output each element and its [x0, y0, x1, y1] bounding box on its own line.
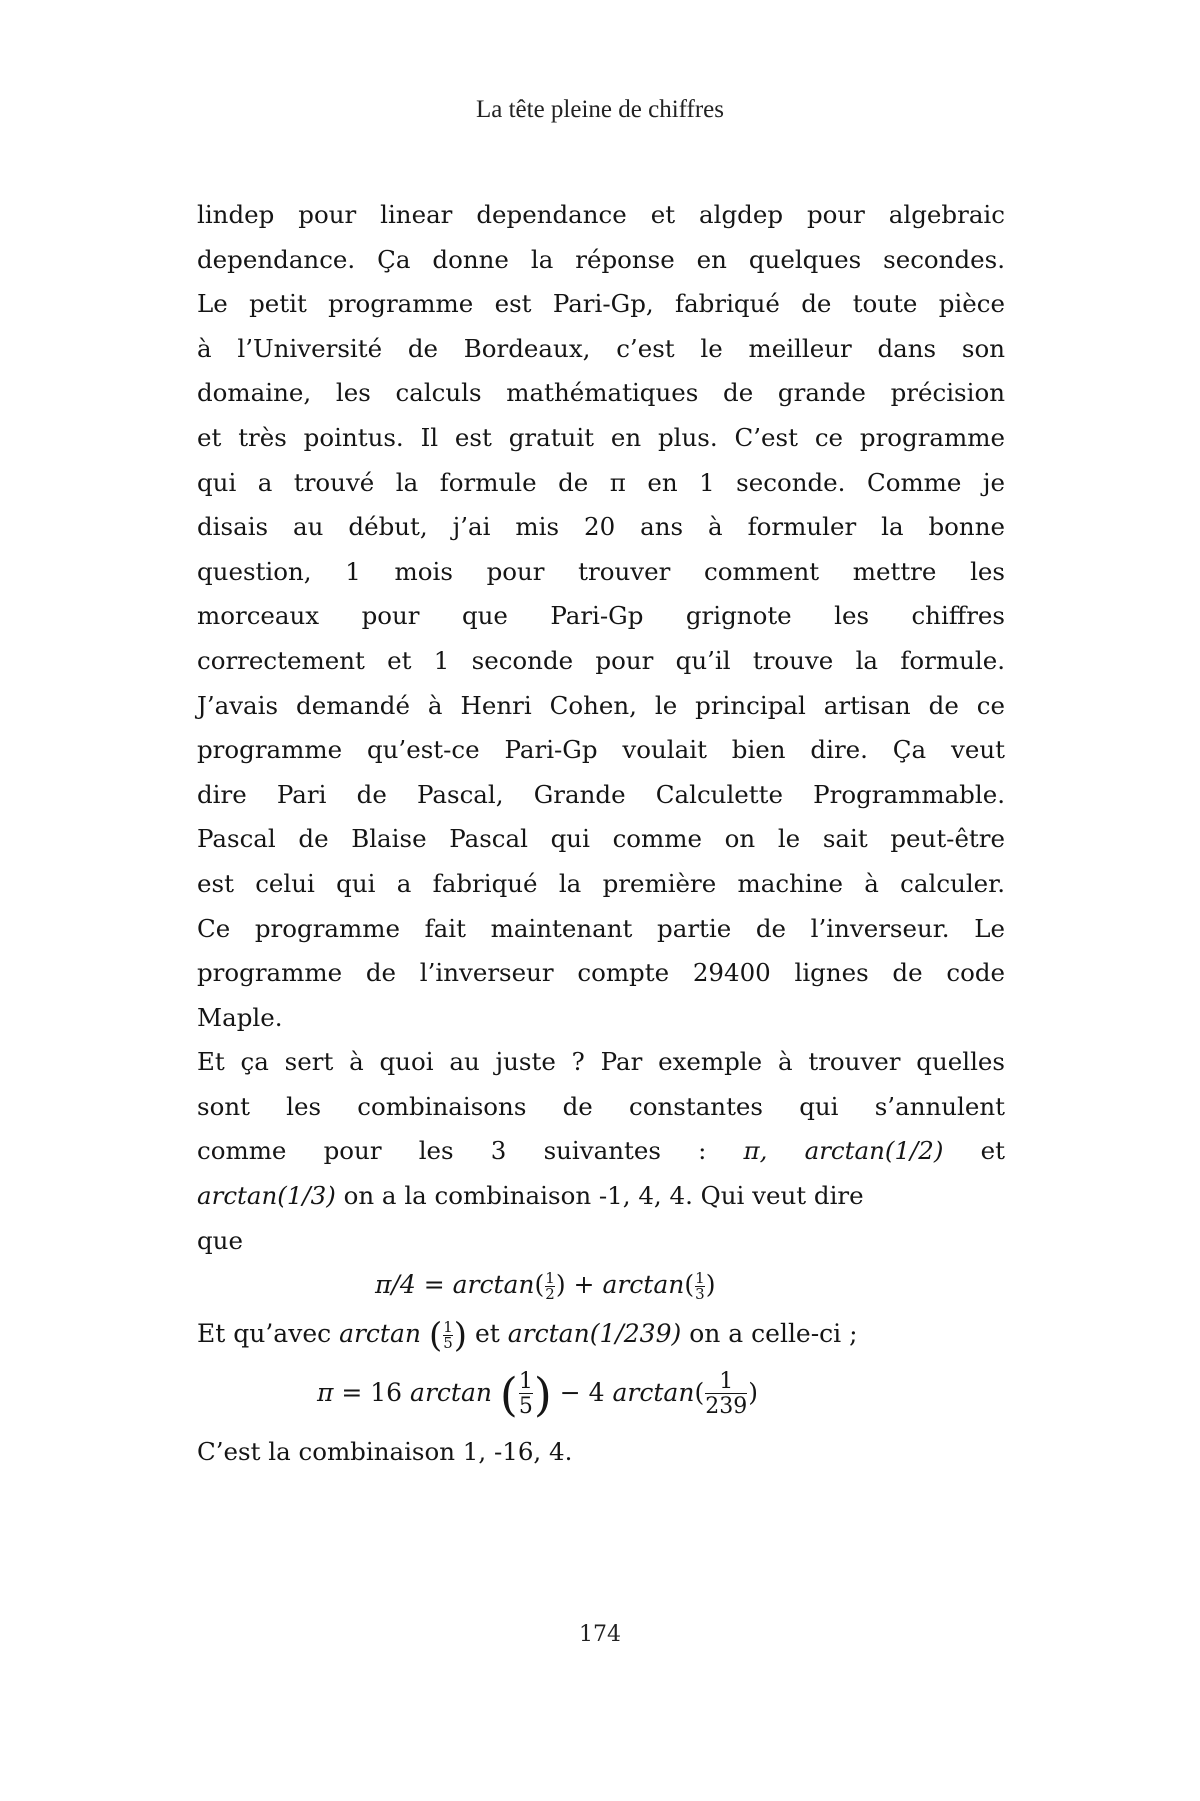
text-line-with-math: Et qu’avec arctan ( $\frac{1}{5}$ ) et arctan(1/239) on a celle-ci ;	[197, 1315, 858, 1356]
text-line: programme qu’est-ce Pari-Gp voulait bien dire. Ça veut	[197, 735, 1005, 765]
text-line: dependance. Ça donne la réponse en quelques secondes.	[197, 244, 1005, 274]
math-arctan-half: arctan(1/2)	[804, 1136, 944, 1166]
body-text	[197, 193, 1005, 1475]
text-line: dire Pari de Pascal, Grande Calculette Programmable.	[197, 779, 1005, 809]
text-line: Et ça sert à quoi au juste ? Par exemple à trouver quelles	[197, 1047, 1005, 1077]
paragraph-1	[197, 193, 1005, 996]
fraction: $\frac{1}{5}$	[443, 1317, 453, 1352]
text-line: Maple.	[197, 1002, 283, 1032]
text-line: J’avais demandé à Henri Cohen, le principal artisan de ce	[197, 690, 1005, 720]
text-fragment: comme pour les 3 suivantes :	[197, 1136, 707, 1166]
text-line: que	[197, 1225, 243, 1255]
text-line: Ce programme fait maintenant partie de l’inverseur. Le	[197, 913, 1005, 943]
equation-2: π = 16 arctan ( $\frac{1}{5}$ ) − 4 arctan( $\frac{1}{239}$ )	[317, 1367, 758, 1422]
minus-sign: − 4	[551, 1378, 613, 1408]
text-line: question, 1 mois pour trouver comment mettre les	[197, 556, 1005, 586]
math-pi: π,	[743, 1136, 768, 1166]
fraction: $\frac{1}{3}$	[695, 1269, 705, 1304]
fraction: $\frac{1}{2}$	[545, 1269, 555, 1304]
equation-lhs: π/4 =	[375, 1270, 453, 1300]
text-line: Pascal de Blaise Pascal qui comme on le sait peut-être	[197, 824, 1005, 854]
text-line: lindep pour linear dependance et algdep pour algebraic	[197, 200, 1005, 229]
text-fragment: on a la combinaison -1, 4, 4. Qui veut dire	[335, 1181, 864, 1211]
text-line: domaine, les calculs mathématiques de grande précision	[197, 378, 1005, 408]
text-line: correctement et 1 seconde pour qu’il trouve la formule.	[197, 645, 1005, 675]
fraction: $\frac{1}{239}$	[705, 1369, 748, 1420]
text-line: est celui qui a fabriqué la première machine à calculer.	[197, 868, 1005, 898]
text-line: à l’Université de Bordeaux, c’est le meilleur dans son	[197, 333, 1005, 363]
text-line: et très pointus. Il est gratuit en plus. C’est ce programme	[197, 422, 1005, 452]
math-arctan-third: arctan(1/3)	[197, 1181, 336, 1211]
text-fragment: et	[980, 1136, 1005, 1166]
function-name: arctan	[339, 1318, 421, 1348]
math-arctan-1-239: arctan(1/239)	[507, 1318, 682, 1348]
function-name: arctan	[602, 1270, 685, 1300]
text-line: disais au début, j’ai mis 20 ans à formuler la bonne	[197, 512, 1005, 542]
text-line	[197, 1129, 1005, 1174]
function-name: arctan	[410, 1378, 492, 1408]
page-number: 174	[579, 1622, 621, 1647]
text-line: C’est la combinaison 1, -16, 4.	[197, 1437, 573, 1467]
text-line: Le petit programme est Pari-Gp, fabriqué de toute pièce	[197, 289, 1005, 319]
plus-sign: +	[565, 1270, 603, 1300]
running-title: La tête pleine de chiffres	[475, 96, 725, 123]
equation-1: π/4 = arctan( $\frac{1}{2}$ ) + arctan( $\frac{1}{3}$ )	[375, 1269, 716, 1304]
function-name: arctan	[452, 1270, 535, 1300]
text-line: morceaux pour que Pari-Gp grignote les chiffres	[197, 601, 1005, 631]
text-line: programme de l’inverseur compte 29400 lignes de code	[197, 958, 1005, 988]
text-line	[197, 1174, 1005, 1219]
text-line: sont les combinaisons de constantes qui s’annulent	[197, 1091, 1005, 1121]
function-name: arctan	[612, 1378, 695, 1408]
equation-lhs: π =	[317, 1378, 371, 1408]
fraction: $\frac{1}{5}$	[518, 1369, 533, 1420]
text-line: qui a trouvé la formule de π en 1 seconde. Comme je	[197, 467, 1005, 497]
